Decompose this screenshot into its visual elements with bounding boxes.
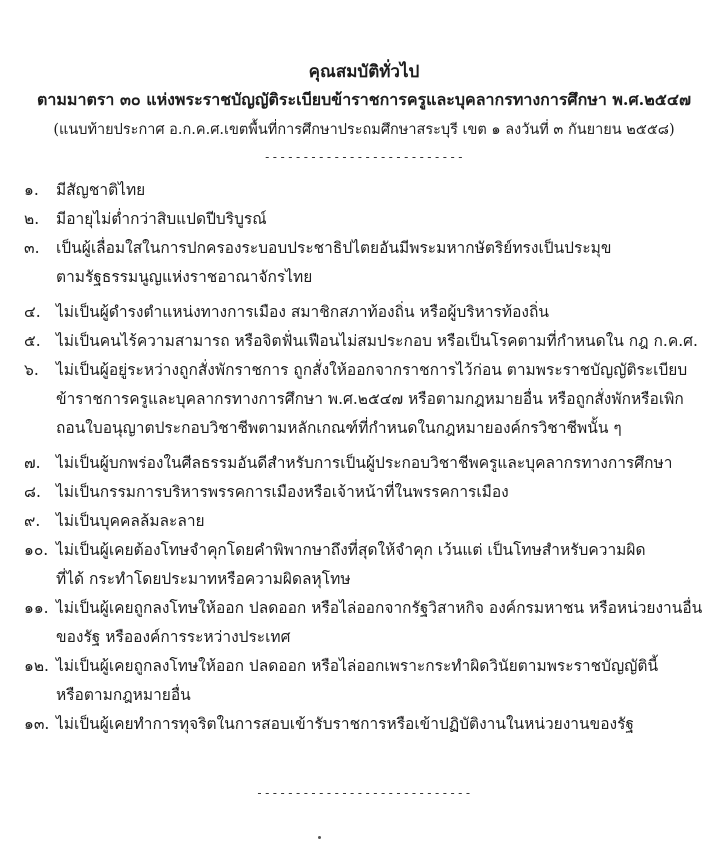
item-text-line: มีอายุไม่ต่ำกว่าสิบแปดปีบริบูรณ์ [56,210,267,228]
item-text [56,507,714,536]
qualifications-list [24,176,714,739]
item-text [56,652,714,710]
top-separator: -------------------------- [263,150,465,164]
scan-speck [318,836,321,839]
item-text-line: ข้าราชการครูและบุคลากรทางการศึกษา พ.ศ.๒๕๔๗ หรือตามกฎหมายอื่น หรือถูกสั่งพักหรือเพิก [56,390,684,408]
item-text-line: ไม่เป็นผู้เคยถูกลงโทษให้ออก ปลดออก หรือไล่ออกจากรัฐวิสาหกิจ องค์กรมหาชน หรือหน่วยงานอื่น [56,599,703,617]
item-text-line: ไม่เป็นบุคคลล้มละลาย [56,512,205,530]
document-note: (แนบท้ายประกาศ อ.ก.ค.ศ.เขตพื้นที่การศึกษาประถมศึกษาสระบุรี เขต ๑ ลงวันที่ ๓ กันยายน ๒๕๕๘) [53,122,675,138]
item-text-line: ถอนใบอนุญาตประกอบวิชาชีพตามหลักเกณฑ์ที่กำหนดในกฎหมายองค์กรวิชาชีพนั้น ๆ [56,419,622,437]
item-number: ๘. [24,483,41,501]
list-item [24,449,714,478]
item-text-line: ไม่เป็นผู้ดำรงตำแหน่งทางการเมือง สมาชิกสภาท้องถิ่น หรือผู้บริหารท้องถิ่น [56,303,549,321]
list-item [24,234,714,292]
item-text [56,710,714,739]
item-text [56,327,714,356]
list-item [24,176,714,205]
item-number: ๙. [24,512,41,530]
list-item [24,298,714,327]
list-item [24,327,714,356]
item-text [56,176,714,205]
list-item [24,652,714,710]
item-text [56,449,714,478]
item-text [56,536,714,594]
list-item [24,205,714,234]
item-text [56,478,714,507]
item-text-line: ที่ได้ กระทำโดยประมาทหรือความผิดลหุโทษ [56,570,351,588]
item-text-line: ไม่เป็นผู้เคยถูกลงโทษให้ออก ปลดออก หรือไล่ออกเพราะกระทำผิดวินัยตามพระราชบัญญัตินี้ [56,657,659,675]
list-item [24,356,714,443]
item-number: ๔. [24,303,41,321]
item-text-line: ไม่เป็นผู้อยู่ระหว่างถูกสั่งพักราชการ ถูกสั่งให้ออกจากราชการไว้ก่อน ตามพระราชบัญญัติระเบียบ [56,361,688,379]
item-text-line: ตามรัฐธรรมนูญแห่งราชอาณาจักรไทย [56,268,313,286]
bottom-separator: ---------------------------- [255,786,473,800]
list-item [24,710,714,739]
item-text-line: ไม่เป็นกรรมการบริหารพรรคการเมืองหรือเจ้าหน้าที่ในพรรคการเมือง [56,483,509,501]
item-text [56,594,714,652]
item-text-line: ไม่เป็นคนไร้ความสามารถ หรือจิตฟั่นเฟือนไม่สมประกอบ หรือเป็นโรคตามที่กำหนดใน กฎ ก.ค.ศ. [56,332,698,350]
item-number: ๓. [24,239,40,257]
item-text [56,234,714,292]
list-item [24,536,714,594]
item-number: ๗. [24,454,41,472]
item-text-line: ไม่เป็นผู้เคยต้องโทษจำคุกโดยคำพิพากษาถึงที่สุดให้จำคุก เว้นแต่ เป็นโทษสำหรับความผิด [56,541,646,559]
item-number: ๑๑. [24,599,49,617]
item-number: ๑. [24,181,39,199]
item-number: ๒. [24,210,40,228]
document-title: คุณสมบัติทั่วไป [308,62,420,82]
item-number: ๑๒. [24,657,49,675]
item-text-line: เป็นผู้เลื่อมใสในการปกครองระบอบประชาธิปไตยอันมีพระมหากษัตริย์ทรงเป็นประมุข [56,239,612,257]
item-number: ๑๓. [24,715,50,733]
list-item [24,594,714,652]
list-item [24,507,714,536]
item-text [56,356,714,443]
item-text [56,205,714,234]
document-subtitle: ตามมาตรา ๓๐ แห่งพระราชบัญญัติระเบียบข้าราชการครูและบุคลากรทางการศึกษา พ.ศ.๒๕๔๗ [36,90,692,109]
item-text-line: ของรัฐ หรือองค์การระหว่างประเทศ [56,628,291,646]
item-text-line: ไม่เป็นผู้บกพร่องในศีลธรรมอันดีสำหรับการเป็นผู้ประกอบวิชาชีพครูและบุคลากรทางการศึกษา [56,454,673,472]
list-item [24,478,714,507]
item-number: ๑๐. [24,541,49,559]
item-text-line: ไม่เป็นผู้เคยทำการทุจริตในการสอบเข้ารับราชการหรือเข้าปฏิบัติงานในหน่วยงานของรัฐ [56,715,634,733]
item-number: ๕. [24,332,41,350]
item-text [56,298,714,327]
item-text-line: หรือตามกฎหมายอื่น [56,686,191,704]
item-number: ๖. [24,361,39,379]
item-text-line: มีสัญชาติไทย [56,181,146,199]
